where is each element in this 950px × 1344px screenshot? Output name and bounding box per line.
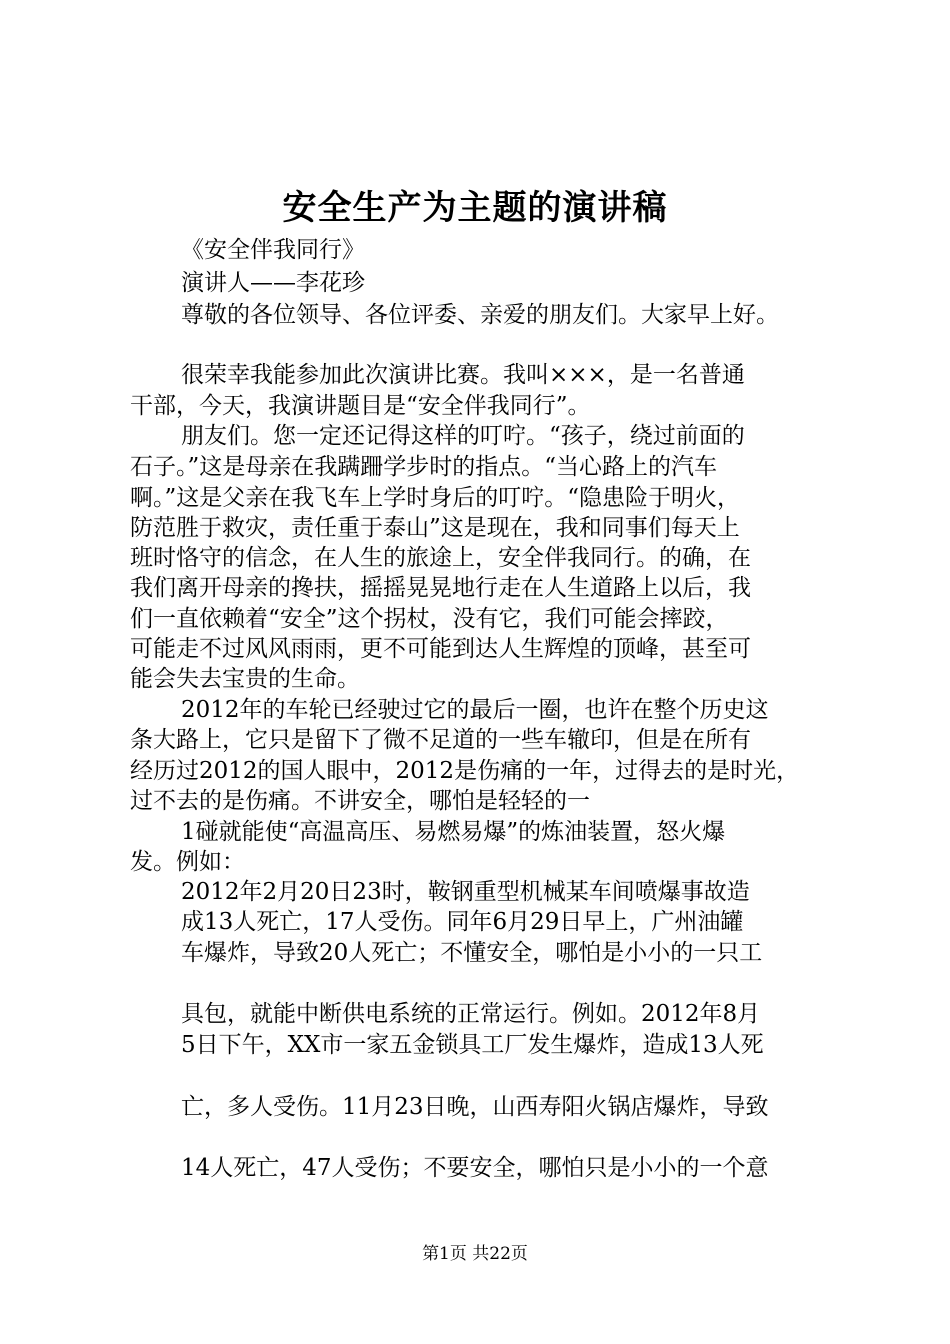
speaker-line: 演讲人——李花珍 (181, 270, 365, 296)
paragraph-line: 干部，今天，我演讲题目是“安全伴我同行”。 (130, 393, 591, 419)
paragraph-line: 14人死亡，47人受伤；不要安全，哪怕只是小小的一个意 (181, 1155, 769, 1181)
paragraph-line: 亡，多人受伤。11月23日晚，山西寿阳火锅店爆炸，导致 (181, 1094, 769, 1120)
paragraph-line: 石子。”这是母亲在我蹒跚学步时的指点。“当心路上的汽车 (130, 454, 718, 480)
paragraph-line: 成13人死亡，17人受伤。同年6月29日早上，广州油罐 (181, 909, 744, 935)
paragraph-line: 防范胜于救灾，责任重于泰山”这是现在，我和同事们每天上 (130, 515, 740, 541)
paragraph-line: 过不去的是伤痛。不讲安全，哪怕是轻轻的一 (130, 788, 590, 814)
page-number: 第1页 共22页 (422, 1244, 528, 1264)
paragraph-line: 能会失去宝贵的生命。 (130, 666, 360, 692)
paragraph-line: 2012年的车轮已经驶过它的最后一圈，也许在整个历史这 (181, 697, 769, 723)
paragraph-line: 啊。”这是父亲在我飞车上学时身后的叮咛。“隐患险于明火， (130, 485, 741, 511)
paragraph-line: 朋友们。您一定还记得这样的叮咛。“孩子，绕过前面的 (181, 423, 745, 449)
paragraph-line: 车爆炸，导致20人死亡；不懂安全，哪怕是小小的一只工 (181, 940, 763, 966)
paragraph-line: 我们离开母亲的搀扶，摇摇晃晃地行走在人生道路上以后，我 (130, 575, 751, 601)
paragraph-line: 经历过2012的国人眼中，2012是伤痛的一年，过得去的是时光， (130, 758, 800, 784)
paragraph-line: 们一直依赖着“安全”这个拐杖，没有它，我们可能会摔跤， (130, 606, 729, 632)
paragraph-line: 具包，就能中断供电系统的正常运行。例如。2012年8月 (181, 1001, 761, 1027)
paragraph-line: 2012年2月20日23时，鞍钢重型机械某车间喷爆事故造 (181, 879, 750, 905)
paragraph-line: 班时恪守的信念，在人生的旅途上，安全伴我同行。的确，在 (130, 545, 751, 571)
paragraph-line: 发。例如： (130, 849, 245, 875)
greeting-line: 尊敬的各位领导、各位评委、亲爱的朋友们。大家早上好。 (181, 302, 779, 328)
paragraph-line: 可能走不过风风雨雨，更不可能到达人生辉煌的顶峰，甚至可 (130, 636, 751, 662)
speech-subtitle: 《安全伴我同行》 (181, 237, 365, 263)
paragraph-line: 5日下午，XX市一家五金锁具工厂发生爆炸，造成13人死 (181, 1032, 764, 1058)
paragraph-line: 条大路上，它只是留下了微不足道的一些车辙印，但是在所有 (130, 727, 751, 753)
paragraph-line: 1碰就能使“高温高压、易燃易爆”的炼油装置，怒火爆 (181, 819, 726, 845)
paragraph-line: 很荣幸我能参加此次演讲比赛。我叫×××，是一名普通 (181, 362, 745, 388)
document-title: 安全生产为主题的演讲稿 (282, 188, 668, 228)
